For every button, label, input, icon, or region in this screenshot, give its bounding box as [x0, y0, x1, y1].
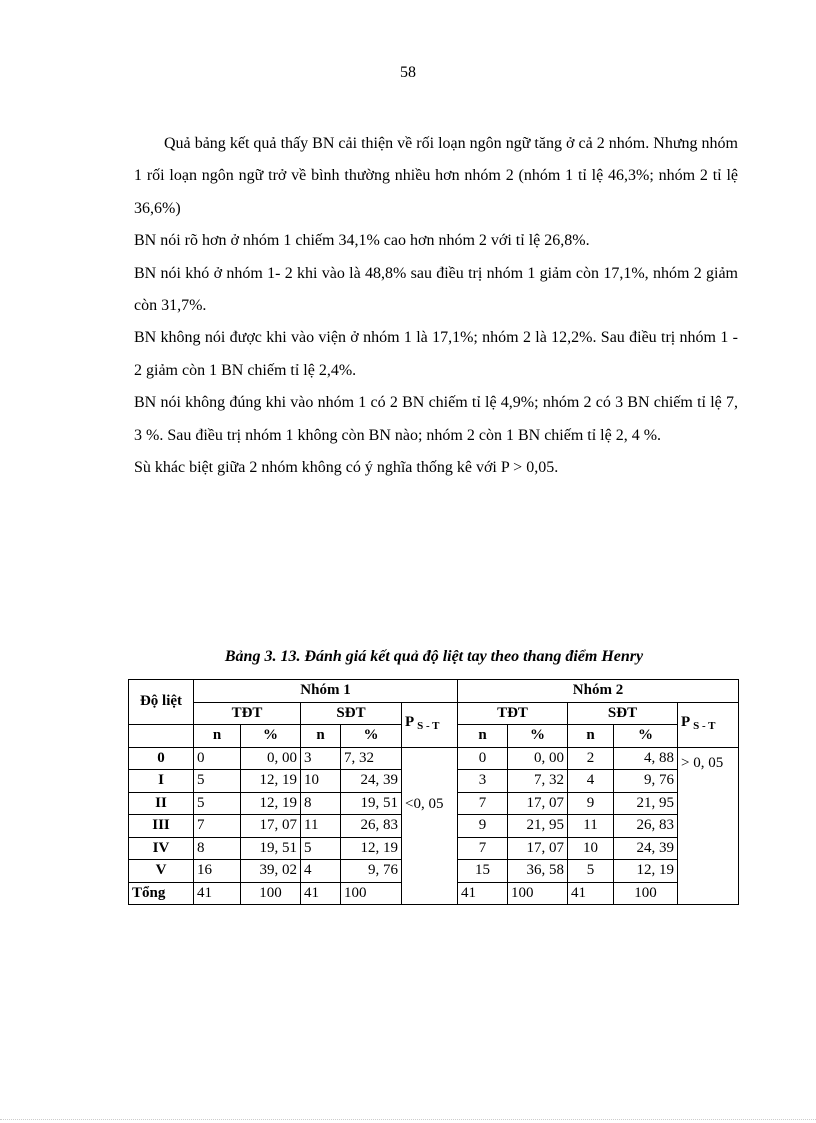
header-do-liet: Độ liệt [129, 680, 194, 725]
header-n: n [568, 725, 614, 748]
p-value-group2: > 0, 05 [678, 747, 739, 905]
table-caption: Bảng 3. 13. Đánh giá kết quả độ liệt tay theo thang điểm Henry [224, 648, 644, 665]
table-row: IV 8 19, 51 5 12, 19 7 17, 07 10 24, 39 [129, 837, 739, 860]
table-row: I 5 12, 19 10 24, 39 3 7, 32 4 9, 76 [129, 770, 739, 793]
paragraph: Quả bảng kết quả thấy BN cải thiện về rối loạn ngôn ngữ tăng ở cả 2 nhóm. Nhưng nhóm 1 rối loạn ngôn ngữ trở về bình thường nhiều hơn nhóm 2 (nhóm 1 tỉ lệ 46,3%; nhóm 2 tỉ lệ 36,6%) [134, 135, 738, 217]
paragraph: Sù khác biệt giữa 2 nhóm không có ý nghĩa thống kê với P > 0,05. [134, 459, 559, 477]
paragraph: BN nói không đúng khi vào nhóm 1 có 2 BN chiếm tỉ lệ 4,9%; nhóm 2 có 3 BN chiếm tỉ lệ 7, 3 %. Sau điều trị nhóm 1 không còn BN nào; nhóm 2 còn 1 BN chiếm tỉ lệ 2, 4 %. [134, 394, 738, 444]
header-pct: % [508, 725, 568, 748]
paragraph: BN không nói được khi vào viện ở nhóm 1 là 17,1%; nhóm 2 là 12,2%. Sau điều trị nhóm 1 - 2 giảm còn 1 BN chiếm tỉ lệ 2,4%. [134, 329, 738, 379]
header-tdt-g2: TĐT [458, 702, 568, 725]
header-sdt-g1: SĐT [301, 702, 402, 725]
paragraph: BN nói rõ hơn ở nhóm 1 chiếm 34,1% cao hơn nhóm 2 với tỉ lệ 26,8%. [134, 232, 590, 250]
p-value-group1: <0, 05 [402, 747, 458, 905]
header-p-g2: P $_{S - T}$ [678, 702, 739, 747]
table-row: V 16 39, 02 4 9, 76 15 36, 58 5 12, 19 [129, 860, 739, 883]
header-p-g1: P $_{S - T}$ [402, 702, 458, 747]
page-number: 58 [400, 64, 416, 81]
header-n: n [194, 725, 241, 748]
header-n: n [301, 725, 341, 748]
table-row: 0 0 0, 00 3 7, 32 <0, 05 0 0, 00 2 4, 88 > 0, 05 [129, 747, 739, 770]
header-pct: % [241, 725, 301, 748]
header-sdt-g2: SĐT [568, 702, 678, 725]
paragraph: BN nói khó ở nhóm 1- 2 khi vào là 48,8% sau điều trị nhóm 1 giảm còn 17,1%, nhóm 2 giảm còn 31,7%. [134, 264, 738, 315]
header-tdt-g1: TĐT [194, 702, 301, 725]
henry-table [128, 679, 739, 905]
table-row: III 7 17, 07 11 26, 83 9 21, 95 11 26, 83 [129, 815, 739, 838]
body-text [134, 128, 738, 484]
table-row-total: Tổng 41 100 41 100 41 100 41 100 [129, 882, 739, 905]
table-row: II 5 12, 19 8 19, 51 7 17, 07 9 21, 95 [129, 792, 739, 815]
header-n: n [458, 725, 508, 748]
page-bottom-rule [0, 1119, 816, 1120]
header-pct: % [614, 725, 678, 748]
header-group2: Nhóm 2 [458, 680, 739, 703]
header-pct: % [341, 725, 402, 748]
header-group1: Nhóm 1 [194, 680, 458, 703]
